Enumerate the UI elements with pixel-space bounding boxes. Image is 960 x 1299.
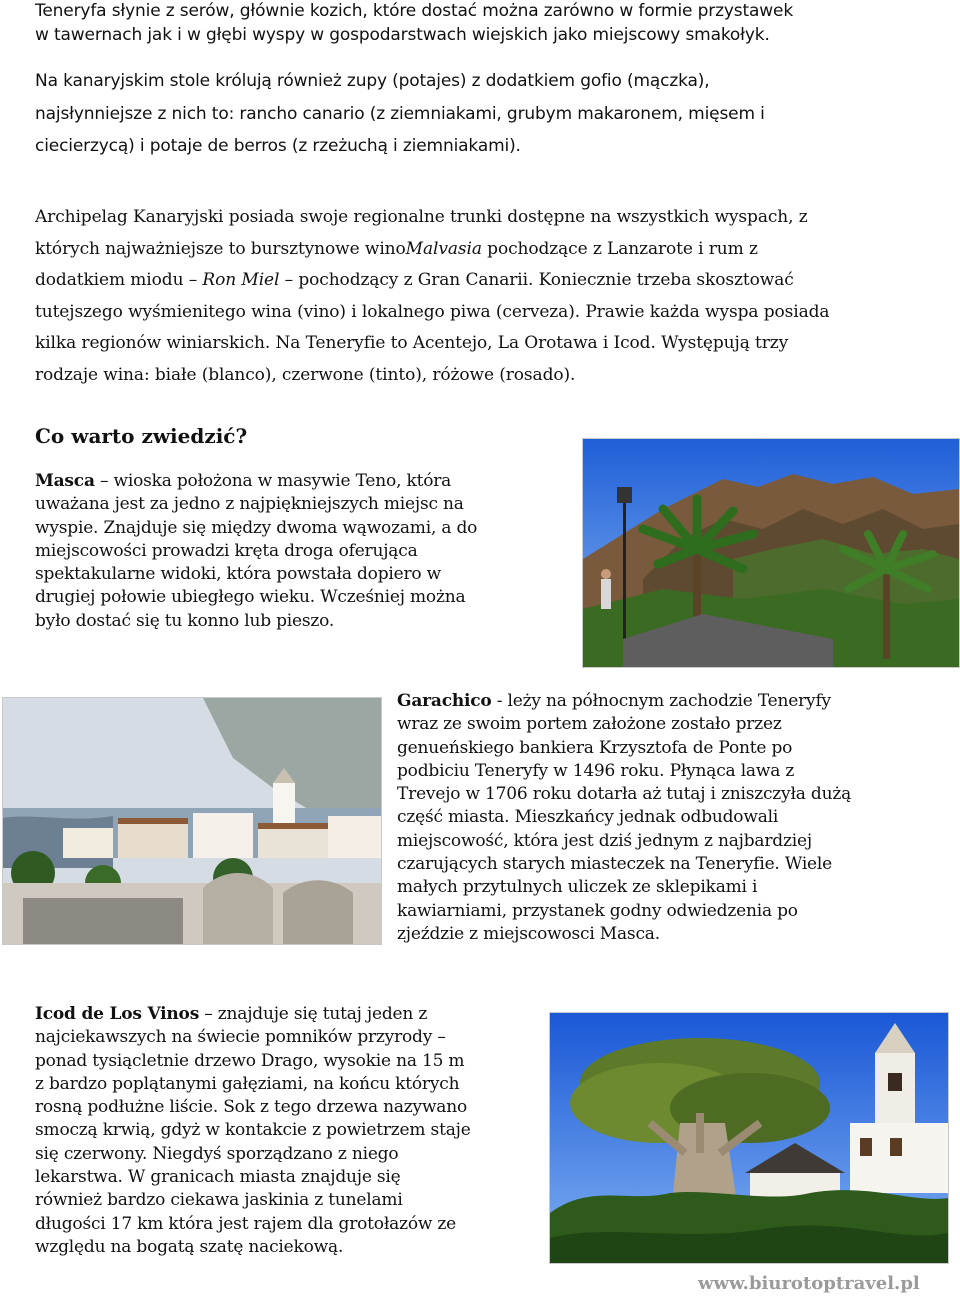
text-line: najciekawszych na świecie pomników przyrody – — [35, 1027, 446, 1048]
text-line: drugiej połowie ubiegłego wieku. Wcześniej można — [35, 587, 466, 608]
text-line: kawiarniami, przystanek godny odwiedzenia po — [397, 900, 798, 921]
text-line: z bardzo poplątanymi gałęziami, na końcu których — [35, 1073, 460, 1094]
rum-name-ron-miel: Ron Miel — [202, 270, 280, 290]
place-name-garachico: Garachico — [397, 691, 492, 711]
text-run: których najważniejsze to bursztynowe wino — [35, 238, 406, 259]
text-line: Trevejo w 1706 roku dotarła aż tutaj i zniszczyła dużą — [397, 784, 852, 805]
text-line: również bardzo ciekawa jaskinia z tunelami — [35, 1190, 403, 1211]
text-run: - leży na północnym zachodzie Teneryfy — [491, 691, 831, 711]
text-run: pochodzące z Lanzarote i rum z — [481, 238, 758, 259]
section-heading: Co warto zwiedzić? — [35, 424, 248, 448]
text-line: genueńskiego bankiera Krzysztofa de Ponte po — [397, 737, 793, 758]
paragraph-icod — [35, 1003, 535, 1259]
text-line: w tawernach jak i w głębi wyspy w gospodarstwach wiejskich jako miejscowy smakołyk. — [35, 24, 770, 45]
masca-landscape-image — [583, 439, 959, 667]
text-line: rosną podłużne liście. Sok z tego drzewa nazywano — [35, 1097, 468, 1118]
dragon-tree-image — [550, 1013, 948, 1263]
text-run: – pochodzący z Gran Canarii. Koniecznie trzeba skosztować — [279, 270, 794, 290]
text-line: było dostać się tu konno lub pieszo. — [35, 610, 335, 631]
text-line: miejscowości prowadzi kręta droga oferująca — [35, 540, 418, 561]
text-line: tutejszego wyśmienitego wina (vino) i lokalnego piwa (cerveza). Prawie każda wyspa posiada — [35, 301, 830, 322]
text-line: smoczą krwią, gdyż w kontakcie z powietrzem staje — [35, 1120, 471, 1141]
photo-icod — [549, 1012, 949, 1264]
text-line: wyspie. Znajduje się między dwoma wąwozami, a do — [35, 517, 478, 538]
text-line: zjeździe z miejscowosci Masca. — [397, 923, 660, 944]
text-line: małych przytulnych uliczek ze sklepikami i — [397, 877, 758, 898]
text-run: – wioska położona w masywie Teno, która — [94, 471, 452, 491]
text-line: kilka regionów winiarskich. Na Teneryfie to Acentejo, La Orotawa i Icod. Występują trzy — [35, 333, 789, 353]
text-line: czarujących starych miasteczek na Teneryfie. Wiele — [397, 854, 833, 875]
text-line: podbiciu Teneryfy w 1496 roku. Płynąca lawa z — [397, 760, 795, 781]
text-line: długości 17 km która jest rajem dla grotołazów ze — [35, 1213, 457, 1234]
paragraph-masca — [35, 470, 580, 633]
text-line: wraz ze swoim portem założone zostało przez — [397, 714, 782, 735]
text-line: spektakularne widoki, która powstała dopiero w — [35, 564, 442, 585]
text-line: najsłynniejsze z nich to: rancho canario (z ziemniakami, grubym makaronem, mięsem i — [35, 103, 765, 124]
photo-masca — [582, 438, 960, 668]
text-run: – znajduje się tutaj jeden z — [199, 1004, 428, 1024]
text-line — [35, 1003, 535, 1026]
text-line: rodzaje wina: białe (blanco), czerwone (tinto), różowe (rosado). — [35, 364, 576, 385]
garachico-town-image — [3, 698, 381, 944]
place-name-icod: Icod de Los Vinos — [35, 1004, 200, 1024]
wine-name-malvasia: Malvasia — [405, 238, 482, 259]
text-run: dodatkiem miodu – — [35, 270, 203, 290]
paragraph-drinks — [35, 202, 935, 391]
text-line: Archipelag Kanaryjski posiada swoje regionalne trunki dostępne na wszystkich wyspach, z — [35, 207, 808, 227]
text-line: lekarstwa. W granicach miasta znajduje się — [35, 1167, 401, 1188]
text-line: względu na bogatą szatę naciekową. — [35, 1236, 344, 1257]
paragraph-soups — [35, 65, 935, 163]
text-line: Na kanaryjskim stole królują również zupy (potajes) z dodatkiem gofio (mączka), — [35, 71, 710, 91]
paragraph-garachico — [397, 690, 947, 946]
text-line: ponad tysiącletnie drzewo Drago, wysokie na 15 m — [35, 1050, 465, 1071]
paragraph-cheese — [35, 0, 935, 47]
text-line: się czerwony. Niegdyś sporządzano z niego — [35, 1143, 399, 1164]
text-line — [35, 234, 935, 266]
text-line: Teneryfa słynie z serów, głównie kozich, które dostać można zarówno w formie przystawek — [35, 1, 794, 21]
text-line: część miasta. Mieszkańcy jednak odbudowali — [397, 807, 779, 828]
text-line — [35, 470, 580, 493]
text-line: miejscowość, która jest dziś jednym z najbardziej — [397, 830, 812, 851]
footer-url: www.biurotoptravel.pl — [698, 1273, 920, 1294]
place-name-masca: Masca — [35, 471, 95, 491]
text-line — [35, 265, 935, 297]
photo-garachico — [2, 697, 382, 945]
text-line: ciecierzycą) i potaje de berros (z rzeżuchą i ziemniakami). — [35, 136, 521, 156]
text-line: uważana jest za jedno z najpiękniejszych miejsc na — [35, 494, 464, 515]
text-line — [397, 690, 947, 713]
